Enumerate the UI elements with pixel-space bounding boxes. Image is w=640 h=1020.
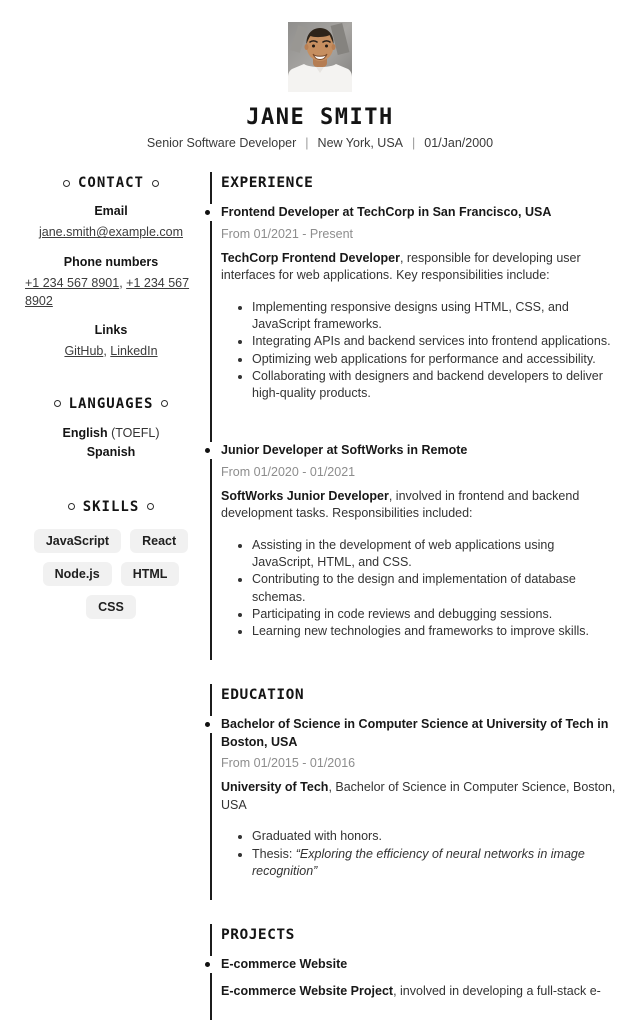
contact-link[interactable]: +1 234 567 8902 xyxy=(25,275,190,308)
entry-title: Frontend Developer at TechCorp in San Francisco, USA xyxy=(221,205,552,220)
section-education xyxy=(210,687,616,900)
entry-bullet-item: • Learning new technologies and frameworks to improve skills. xyxy=(252,623,616,640)
resume-columns xyxy=(0,175,640,1020)
entry-description: SoftWorks Junior Developer, involved in frontend and backend development tasks. Responsibilities included: xyxy=(221,488,580,521)
entry-description: TechCorp Frontend Developer, responsible for developing user interfaces for web applications. Key responsibilities include: xyxy=(221,250,581,283)
contact-link[interactable]: LinkedIn xyxy=(110,343,158,358)
entry-bullet-item: • Graduated with honors. xyxy=(252,828,616,845)
entry-date: From 01/2020 - 01/2021 xyxy=(221,464,356,479)
languages-section xyxy=(25,396,197,463)
skill-pill: Node.js xyxy=(43,562,112,586)
skill-pill: JavaScript xyxy=(34,529,121,553)
entry-bullet-list xyxy=(221,828,616,880)
contact-link[interactable]: +1 234 567 8901 xyxy=(25,275,120,290)
contact-group-links xyxy=(25,323,197,360)
skill-pill: HTML xyxy=(121,562,180,586)
subtitle-separator: | xyxy=(412,136,416,151)
entry-bullet-item: • Implementing responsive designs using HTML, CSS, and JavaScript frameworks. xyxy=(252,299,616,334)
entry-bullet-item: • Assisting in the development of web applications using JavaScript, HTML, and CSS. xyxy=(252,537,616,572)
contact-group-email xyxy=(25,204,197,241)
profile-photo xyxy=(288,22,352,92)
entry-bullet-item: • Contributing to the design and implementation of database schemas. xyxy=(252,571,616,606)
subtitle-part: 01/Jan/2000 xyxy=(424,136,494,151)
section-projects xyxy=(210,927,616,1020)
timeline-entry xyxy=(221,442,616,640)
language-item: Spanish xyxy=(86,445,136,460)
subtitle-part: Senior Software Developer xyxy=(146,136,297,151)
contact-group-label: Phone numbers xyxy=(63,254,159,269)
entry-date: From 01/2015 - 01/2016 xyxy=(221,756,356,771)
timeline-entry xyxy=(221,204,616,402)
skill-pill: CSS xyxy=(86,595,136,619)
section-title: PROJECTS xyxy=(221,927,295,944)
section-title: EXPERIENCE xyxy=(221,175,314,192)
timeline-entry xyxy=(221,716,616,880)
contact-group-phone-numbers xyxy=(25,255,197,310)
contact-group-links: +1 234 567 8901, +1 234 567 8902 xyxy=(25,275,190,308)
entry-bullet-list xyxy=(221,299,616,403)
contact-heading-label: CONTACT xyxy=(77,175,144,192)
entry-description: University of Tech, Bachelor of Science in Computer Science, Boston, USA xyxy=(221,780,616,812)
skill-pill: React xyxy=(130,529,188,553)
subtitle-separator: | xyxy=(305,136,309,151)
profile-photo-illustration xyxy=(288,22,352,92)
ring-icon xyxy=(147,503,154,510)
contact-groups xyxy=(25,204,197,360)
language-item: English (TOEFL) xyxy=(62,425,160,440)
candidate-subtitle xyxy=(0,136,640,150)
contact-link[interactable]: GitHub xyxy=(64,343,104,358)
entry-title: Junior Developer at SoftWorks in Remote xyxy=(221,443,468,458)
ring-icon xyxy=(54,400,61,407)
skills-heading xyxy=(25,499,197,515)
ring-icon xyxy=(63,180,70,187)
contact-link[interactable]: jane.smith@example.com xyxy=(39,225,183,240)
entry-bullet-item: • Participating in code reviews and debugging sessions. xyxy=(252,606,616,623)
contact-group-label: Email xyxy=(94,204,128,219)
entry-date: From 01/2021 - Present xyxy=(221,226,354,241)
skill-pills xyxy=(25,529,197,619)
section-title: EDUCATION xyxy=(221,687,305,704)
timeline-entry xyxy=(221,956,616,1000)
ring-icon xyxy=(152,180,159,187)
candidate-name: JANE SMITH xyxy=(246,105,394,130)
ring-icon xyxy=(161,400,168,407)
sidebar xyxy=(25,175,197,618)
entry-bullet-item: • Collaborating with designers and backend developers to deliver high-quality products. xyxy=(252,368,616,403)
entry-title: E-commerce Website xyxy=(221,957,348,972)
entry-title: Bachelor of Science in Computer Science at University of Tech in Boston, USA xyxy=(221,717,609,749)
entry-bullet-list xyxy=(221,537,616,641)
language-list xyxy=(25,424,197,463)
main-column xyxy=(210,175,616,1020)
contact-group-label: Links xyxy=(94,322,128,337)
entry-bullet-item: • Thesis: “Exploring the efficiency of neural networks in image recognition” xyxy=(252,846,616,881)
contact-group-links xyxy=(25,223,197,241)
section-experience xyxy=(210,175,616,660)
contact-heading xyxy=(25,175,197,191)
contact-group-links: GitHub, LinkedIn xyxy=(64,343,158,358)
skills-section xyxy=(25,499,197,619)
ring-icon xyxy=(68,503,75,510)
contact-section xyxy=(25,175,197,360)
entry-bullet-item: • Integrating APIs and backend services into frontend applications. xyxy=(252,333,616,350)
entry-bullet-item: • Optimizing web applications for performance and accessibility. xyxy=(252,351,616,368)
skills-heading-label: SKILLS xyxy=(82,498,140,515)
languages-heading-label: LANGUAGES xyxy=(68,395,154,412)
subtitle-part: New York, USA xyxy=(317,136,404,151)
languages-heading xyxy=(25,396,197,412)
entry-description: E-commerce Website Project, involved in developing a full-stack e- xyxy=(221,983,601,998)
